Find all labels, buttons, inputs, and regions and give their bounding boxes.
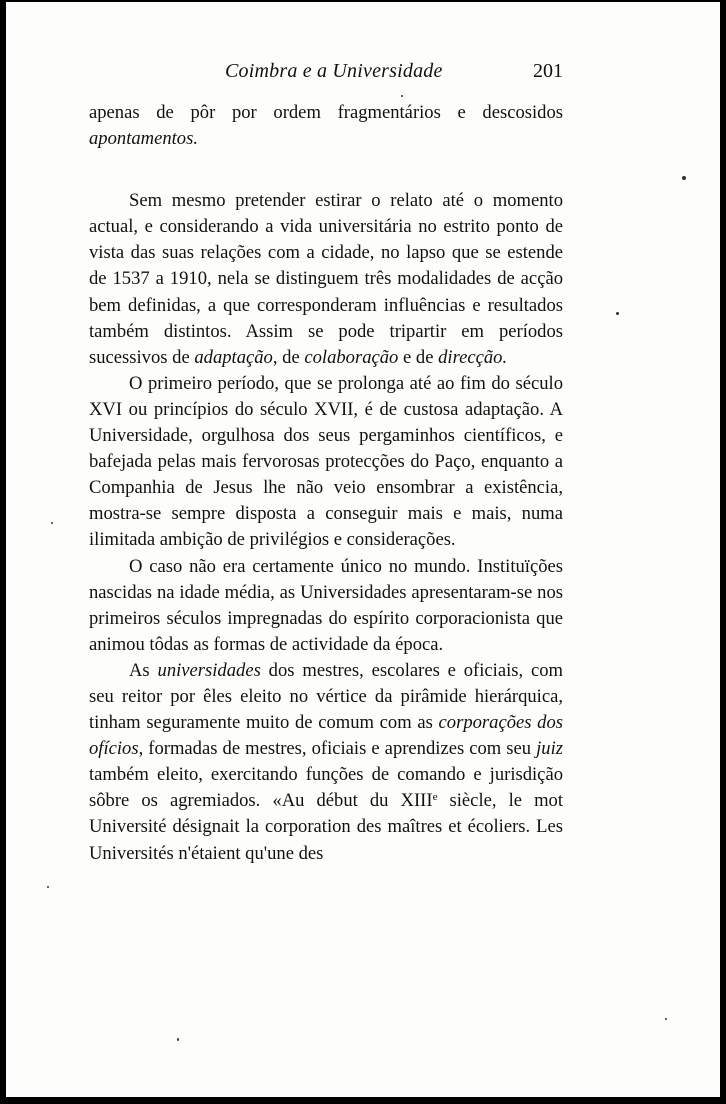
page-number: 201 [533, 60, 563, 82]
paragraph-gap [89, 152, 563, 188]
scan-speck [665, 1018, 667, 1020]
scan-speck [177, 1038, 179, 1041]
scan-speck [616, 312, 619, 315]
paragraph-2: Sem mesmo pretender estirar o relato até o momento actual, e considerando a vida universitária no estrito ponto de vista das suas relações com a cidade, no lapso que se estende de 1537 a 1910, nela se distinguem três modalidades de acção bem definidas, a que corresponderam influências e resultados também distintos. Assim se pode tripartir em períodos sucessivos de adaptação, de colaboração e de direcção. [89, 190, 563, 368]
scan-border-left [0, 0, 6, 1104]
body-text [89, 100, 563, 867]
scan-border-top [0, 0, 726, 2]
paragraph-5: As universidades dos mestres, escolares e oficiais, com seu reitor por êles eleito no vértice da pirâmide hierárquica, tinham seguramente muito de comum com as corporações dos ofícios, formadas de mestres, oficiais e aprendizes com seu juiz também eleito, exercitando funções de comando e jurisdição sôbre os agremiados. «Au début du XIIIe siècle, le mot Université désignait la corporation des maîtres et écoliers. Les Universités n'étaient qu'une des [89, 659, 564, 864]
scan-border-bottom [0, 1097, 726, 1104]
page-header [89, 58, 567, 88]
scan-speck [51, 522, 53, 524]
paragraph-3: O primeiro período, que se prolonga até ao fim do século XVI ou princípios do século XVII, é de custosa adaptação. A Universidade, orgulhosa dos seus pergaminhos científicos, e bafejada pelas mais fervorosas protecções do Paço, enquanto a Companhia de Jesus lhe não veio ensombrar a existência, mostra-se sempre disposta a conseguir mais e mais, numa ilimitada ambição de privilégios e considerações. [89, 372, 563, 551]
running-title: Coimbra e a Universidade [225, 60, 443, 82]
paragraph-4: O caso não era certamente único no mundo. Instituïções nascidas na idade média, as Universidades apresentaram-se nos primeiros séculos impregnadas do espírito corporacionista que animou tôdas as formas de actividade da época. [89, 555, 563, 655]
scan-speck [401, 95, 403, 97]
scan-border-right [720, 0, 726, 1104]
scan-speck [47, 886, 49, 888]
scan-speck [682, 176, 686, 180]
paragraph-1: apenas de pôr por ordem fragmentários e descosidos apontamentos. [89, 102, 563, 150]
